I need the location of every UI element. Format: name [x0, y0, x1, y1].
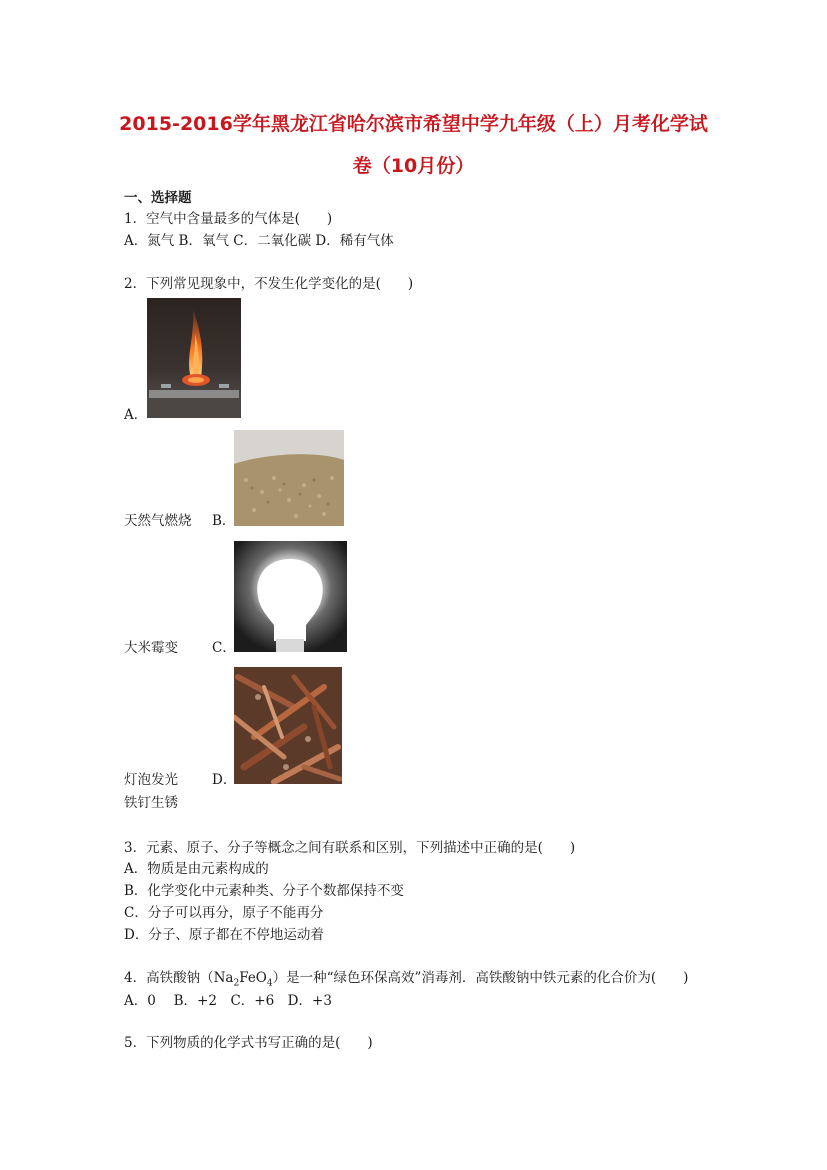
option-label-c: C．	[212, 640, 236, 656]
rusty-nails-image	[234, 667, 342, 784]
glowing-bulb-image	[234, 541, 347, 652]
document-title-line2: 卷（10月份）	[352, 155, 475, 177]
question-4-stem	[124, 969, 688, 987]
question-2-stem: 2．下列常见现象中，不发生化学变化的是( )	[124, 276, 414, 292]
question-1-options: A．氮气 B．氧气 C．二氧化碳 D．稀有气体	[124, 233, 394, 249]
document-title-line1: 2015-2016学年黑龙江省哈尔滨市希望中学九年级（上）月考化学试	[119, 113, 708, 135]
question-3-option-c: C．分子可以再分，原子不能再分	[124, 905, 324, 921]
q4-stem-post: ）是一种“绿色环保高效”消毒剂．高铁酸钠中铁元素的化合价为( )	[272, 970, 689, 986]
q4-subscript-4: 4	[266, 978, 273, 989]
option-label-d: D．	[212, 772, 237, 788]
question-4-options: A．0 B．+2 C．+6 D．+3	[124, 993, 332, 1009]
option-label-b: B．	[212, 513, 236, 529]
question-5-stem: 5．下列物质的化学式书写正确的是( )	[124, 1035, 373, 1051]
question-3-option-d: D．分子、原子都在不停地运动着	[124, 927, 324, 943]
moldy-rice-image	[234, 430, 344, 526]
question-1-stem: 1．空气中含量最多的气体是( )	[124, 211, 333, 227]
caption-bulb-glowing: 灯泡发光	[124, 772, 178, 788]
q4-subscript-2: 2	[233, 978, 240, 989]
question-3-option-a: A．物质是由元素构成的	[124, 861, 269, 877]
question-3-option-b: B．化学变化中元素种类、分子个数都保持不变	[124, 883, 404, 899]
caption-rice-mildew: 大米霉变	[124, 640, 178, 656]
q4-stem-pre: 4．高铁酸钠（Na	[124, 970, 234, 986]
caption-natural-gas-burning: 天然气燃烧	[124, 513, 192, 529]
q4-stem-mid: FeO	[239, 970, 267, 986]
gas-flame-image	[147, 298, 241, 418]
section-heading: 一、选择题	[124, 190, 192, 206]
question-3-stem: 3．元素、原子、分子等概念之间有联系和区别，下列描述中正确的是( )	[124, 840, 576, 856]
option-label-a: A．	[124, 407, 148, 423]
caption-nail-rusting: 铁钉生锈	[124, 795, 178, 811]
